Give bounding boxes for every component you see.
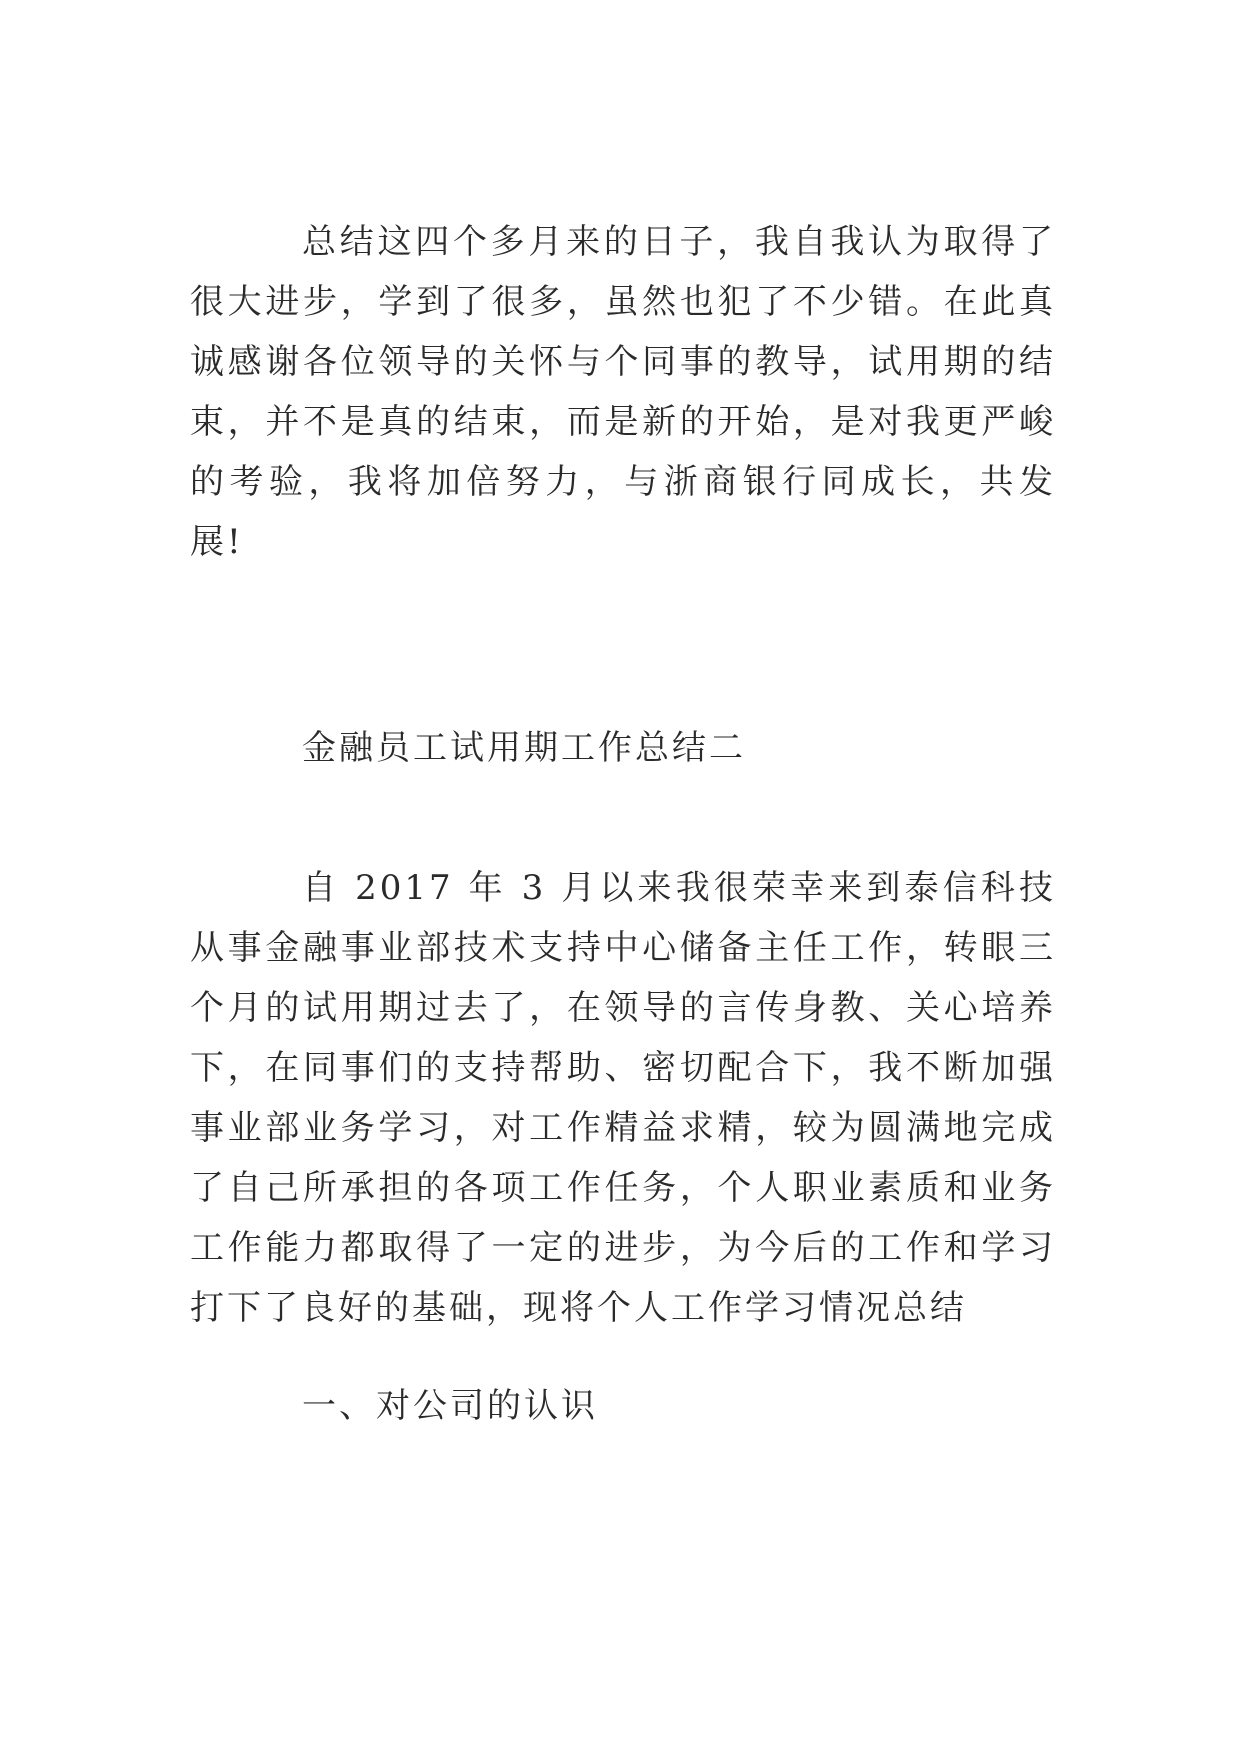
paragraph-summary: 总结这四个多月来的日子，我自我认为取得了很大进步，学到了很多，虽然也犯了不少错。在此真诚感谢各位领导的关怀与个同事的教导，试用期的结束，并不是真的结束，而是新的开始，是对我更严峻的考验，我将加倍努力，与浙商银行同成长，共发展! [190, 222, 1056, 562]
document-heading: 金融员工试用期工作总结二 [302, 728, 746, 768]
paragraph-intro: 自 2017 年 3 月以来我很荣幸来到泰信科技从事金融事业部技术支持中心储备主任工作，转眼三个月的试用期过去了，在领导的言传身教、关心培养下，在同事们的支持帮助、密切配合下，我不断加强事业部业务学习，对工作精益求精，较为圆满地完成了自己所承担的各项工作任务，个人职业素质和业务工作能力都取得了一定的进步，为今后的工作和学习打下了良好的基础，现将个人工作学习情况总结 [190, 868, 1056, 1328]
section-heading: 一、对公司的认识 [302, 1386, 598, 1426]
